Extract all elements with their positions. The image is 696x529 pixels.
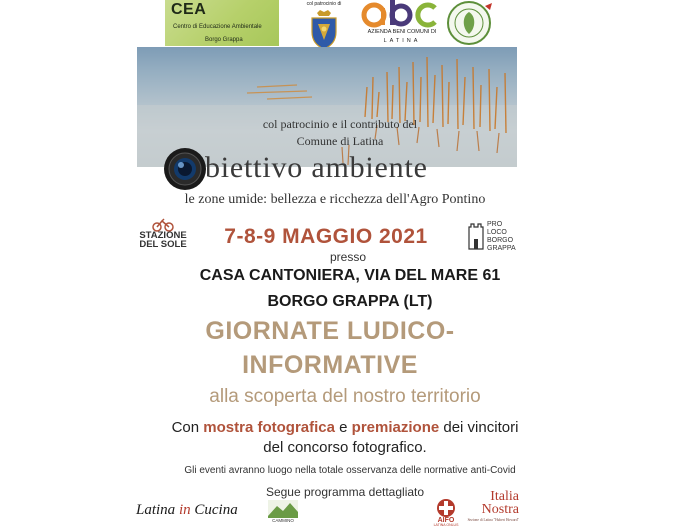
proloco-line4: GRAPPA <box>487 245 516 252</box>
stazione-line2: DEL SOLE <box>139 239 187 250</box>
abc-line1: AZIENDA BENI COMUNI DI <box>367 29 437 35</box>
in-text: in <box>178 502 191 518</box>
cea-place: Borgo Grappa <box>205 37 243 43</box>
tagline: alla scoperta del nostro territorio <box>209 386 481 407</box>
program-note: Segue programma dettagliato <box>265 485 425 499</box>
cammino-logo <box>268 500 298 526</box>
desc-bold-premiazione: premiazione <box>351 419 440 436</box>
abc-letters-icon <box>360 0 444 30</box>
italia-line2: Nostra <box>481 502 519 517</box>
stazione-line1: STAZIONE <box>139 230 187 241</box>
cucina-text: Cucina <box>194 502 238 518</box>
cea-logo <box>165 0 279 46</box>
event-date: 7-8-9 MAGGIO 2021 <box>224 225 428 248</box>
address-line2: BORGO GRAPPA (LT) <box>267 293 433 310</box>
patrocinio-text <box>210 116 470 150</box>
pro-loco-logo <box>467 221 523 253</box>
aifo-emblem-icon <box>428 497 464 517</box>
italia-line3: Sezione di Latina "Hubert Howard" <box>467 518 519 522</box>
aifo-logo <box>428 497 464 527</box>
desc-line2: del concorso fotografico. <box>263 439 427 456</box>
covid-notice: Gli eventi avranno luogo nella totale osservanza delle normative anti-Covid <box>184 465 516 476</box>
desc-text-1: Con <box>171 419 204 436</box>
round-green-seal-icon <box>445 0 497 46</box>
italia-line1: Italia <box>490 489 519 504</box>
hills-icon <box>268 500 298 518</box>
event-description <box>120 418 570 458</box>
cea-subtitle: Centro di Educazione Ambientale <box>173 24 262 30</box>
patrocinio-line2: Comune di Latina <box>296 134 384 148</box>
aifo-sub: LATINA ONLUS <box>433 523 459 527</box>
event-heading <box>160 314 500 382</box>
heading-line1: GIORNATE LUDICO- <box>205 317 455 345</box>
presso-text: presso <box>329 250 367 264</box>
cea-title: CEA <box>171 1 207 18</box>
tower-icon <box>467 223 485 251</box>
event-title: biettivo ambiente <box>205 151 428 184</box>
stazione-del-sole-logo <box>133 218 193 254</box>
italia-nostra-logo <box>469 489 519 529</box>
proloco-line1: PRO <box>487 221 503 228</box>
coat-of-arms-icon <box>308 10 340 50</box>
desc-bold-mostra: mostra fotografica <box>203 419 335 436</box>
patrocinio-line1: col patrocinio e il contributo del <box>262 117 418 131</box>
aifo-name: AIFO <box>437 517 455 524</box>
proloco-line2: LOCO <box>487 229 507 236</box>
heading-line2: INFORMATIVE <box>242 351 418 379</box>
camera-lens-icon <box>163 147 207 191</box>
desc-text-3: dei vincitori <box>439 419 519 436</box>
patrocinio-caption: col patrocinio di <box>306 1 342 7</box>
desc-text-2: e <box>334 419 352 436</box>
cammino-caption: CAMMINO <box>272 518 294 523</box>
address-line1: CASA CANTONIERA, VIA DEL MARE 61 <box>199 267 501 284</box>
proloco-line3: BORGO <box>487 237 514 244</box>
event-subtitle: le zone umide: bellezza e ricchezza dell'Agro Pontino <box>184 192 486 207</box>
abc-line2: LATINA <box>383 38 421 44</box>
latina-in-cucina-logo <box>136 502 260 522</box>
latina-text: Latina <box>136 502 176 518</box>
